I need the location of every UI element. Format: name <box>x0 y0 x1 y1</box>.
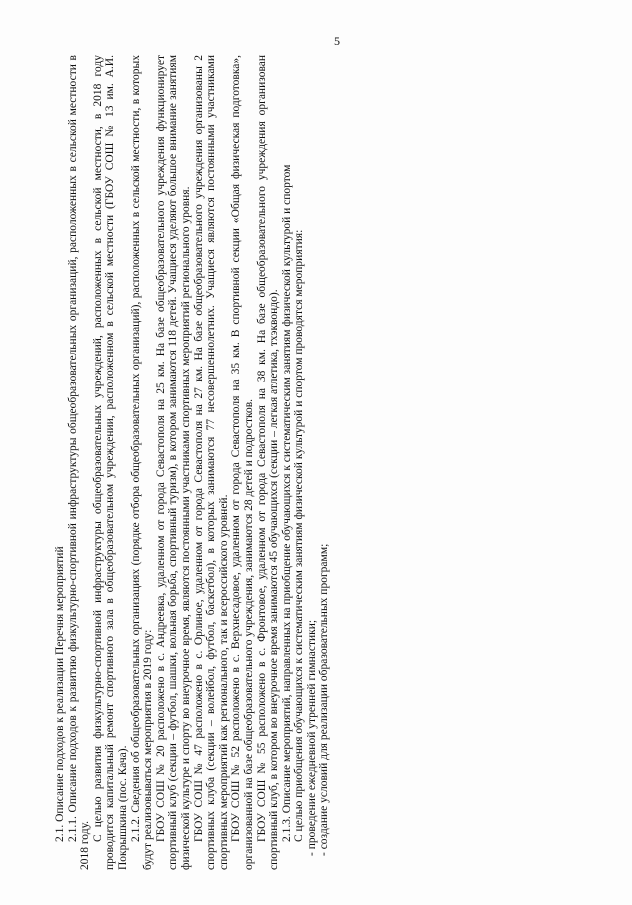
section-heading: 2.1. Описание подходов к реализации Перечня мероприятий <box>54 546 66 842</box>
subsection-heading: 2.1.2. Сведения об общеобразовательных организациях (порядке отбора общеобразовательных организаций), расположенных в сельской местности, в которых будут реализовываться мероприятия в 2019 году: <box>129 55 155 870</box>
rotated-text-block <box>54 55 544 870</box>
subsection-heading: 2.1.1. Описание подходов к развитию физкультурно-спортивной инфраструктуры общеобразовательных организаций, расположенных в сельской местности в 2018 году. <box>66 55 92 870</box>
list-item: - создание условий для реализации образовательных программ; <box>318 543 331 856</box>
page-number: 5 <box>334 34 340 48</box>
paragraph: ГБОУ СОШ № 20 расположено в с. Андреевка, удаленном от города Севастополя на 25 км. На базе общеобразовательного учреждения функционирует спортивный клуб (секции – футбол, шашки, вольная борьба, спортивный туризм), в котором занимаются 118 детей. Учащиеся уделяют большое внимание занятиям физической культуре и спорту во внеурочное время, являются постоянными участниками спортивных мероприятий регионального уровня. <box>154 55 192 870</box>
paragraph: С целью развития физкультурно-спортивной инфраструктуры общеобразовательных учреждений, расположенных в сельской местности, в 2018 году проводится капитальный ремонт спортивного зала в общеобразовательном учреждении, расположенном в сельской местности (ГБОУ СОШ № 13 им. А.И. Покрышкина (пос. Кача). <box>91 55 129 870</box>
paragraph: С целью приобщения обучающихся к систематическим занятиям физической культурой и спортом проводятся мероприятия: <box>293 229 306 842</box>
list-item: - проведение ежедневной утренней гимнастики; <box>305 619 318 856</box>
paragraph: ГБОУ СОШ № 52 расположено в с. Верхнесадовое, удаленном от города Севастополя на 35 км. В спортивной секции «Общая физическая подготовка», организованной на базе общеобразовательного учреждения, занимаются 28 детей и подростков. <box>230 55 255 870</box>
subsection-heading: 2.1.3. Описание мероприятий, направленных на приобщение обучающихся к систематическим занятиям физической культурой и спортом <box>280 164 293 842</box>
paragraph: ГБОУ СОШ № 47 расположено в с. Орлиное, удаленном от города Севастополя на 27 км. На базе общеобразовательного учреждения организованы 2 спортивных клуба (секции – волейбол, футбол, баскетбол), в которых занимаются 77 несовершеннолетних. Учащиеся являются постоянными участниками спортивных мероприятий как регионального, так и всероссийского уровней. <box>192 55 230 870</box>
paragraph: ГБОУ СОШ № 55 расположено в с. Фронтовое, удаленном от города Севастополя на 38 км. На базе общеобразовательного учреждения организован спортивный клуб, в котором во внеурочное время занимаются 45 обучающихся (секции – легкая атлетика, тхэквондо). <box>255 55 281 870</box>
